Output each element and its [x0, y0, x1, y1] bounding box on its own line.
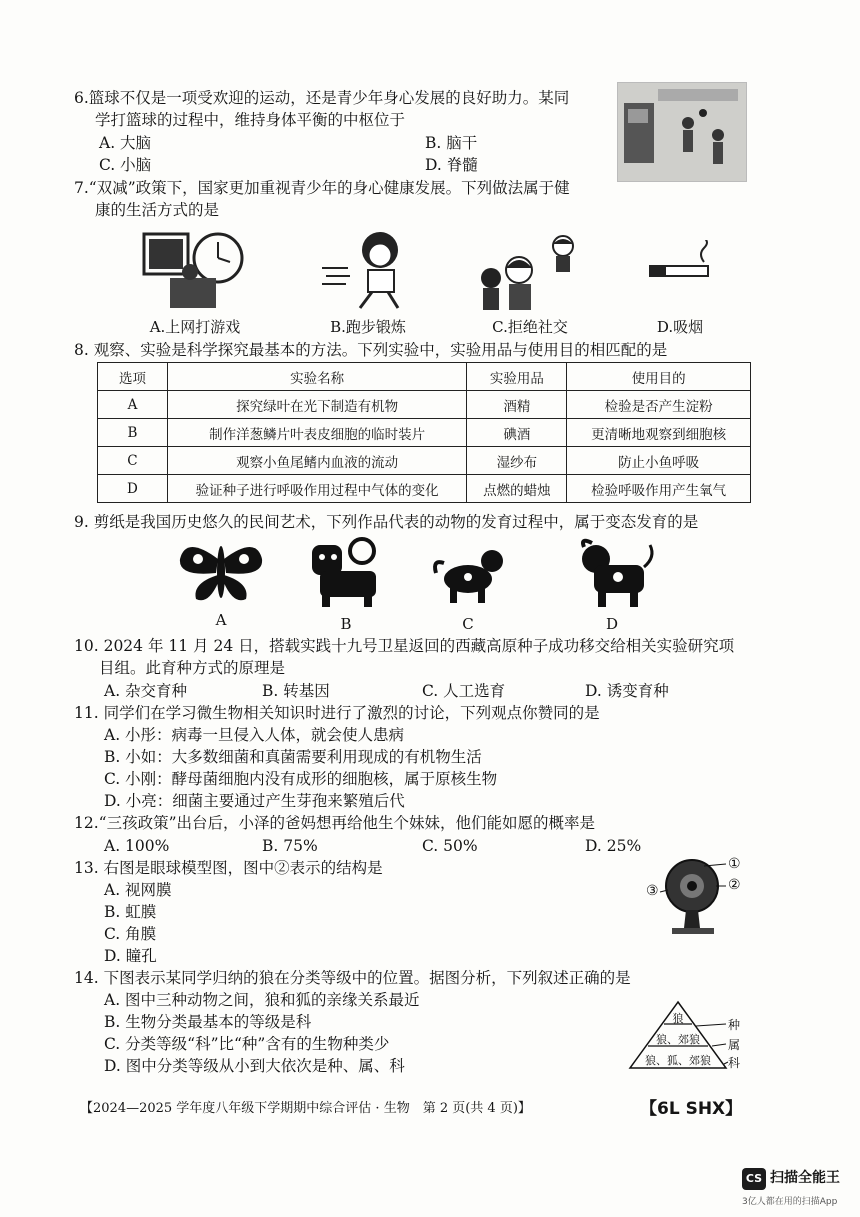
q6-option-c: C. 小脑 [99, 156, 152, 174]
table-header-cell: 使用目的 [567, 363, 751, 391]
q9-label-b: B [340, 615, 352, 633]
q6-stem-line1: 6.篮球不仅是一项受欢迎的运动，还是青少年身心发展的良好助力。某同 [74, 89, 570, 107]
taxonomy-pyramid [628, 1000, 756, 1072]
rank-genus-label: 属 [728, 1038, 741, 1052]
dog-papercut [430, 543, 510, 605]
q7-option-a: A.上网打游戏 [149, 318, 241, 336]
q14-option-a: A. 图中三种动物之间，狼和狐的亲缘关系最近 [104, 991, 420, 1009]
eye-mark-1: ① [728, 856, 741, 872]
table-row [98, 447, 751, 475]
table-cell: 酒精 [467, 391, 567, 419]
q13-option-d: D. 瞳孔 [104, 947, 157, 965]
refusing-social-illustration [475, 232, 585, 314]
q6-option-a: A. 大脑 [99, 134, 152, 152]
q10-option-d: D. 诱变育种 [585, 682, 669, 700]
table-header-cell: 实验用品 [467, 363, 567, 391]
q13-option-a: A. 视网膜 [104, 881, 172, 899]
table-cell: 观察小鱼尾鳍内血液的流动 [167, 447, 467, 475]
q10-option-b: B. 转基因 [262, 682, 330, 700]
table-cell: 碘酒 [467, 419, 567, 447]
q12-stem: 12.“三孩政策”出台后，小泽的爸妈想再给他生个妹妹，他们能如愿的概率是 [74, 814, 596, 832]
paper-code: 【6L SHX】 [640, 1099, 743, 1119]
q13-stem: 13. 右图是眼球模型图，图中②表示的结构是 [74, 859, 383, 877]
q13-option-b: B. 虹膜 [104, 903, 157, 921]
q7-option-b: B.跑步锻炼 [330, 318, 406, 336]
rank-family-label: 科 [728, 1056, 741, 1070]
table-cell: 点燃的蜡烛 [467, 475, 567, 503]
q10-option-a: A. 杂交育种 [104, 682, 188, 700]
q7-stem-line2: 康的生活方式的是 [95, 201, 220, 219]
rank-species-label: 种 [728, 1018, 741, 1032]
pyramid-bottom-label: 狼、狐、郊狼 [645, 1054, 711, 1067]
q7-option-c: C.拒绝社交 [492, 318, 568, 336]
q7-stem-line1: 7.“双减”政策下，国家更加重视青少年的身心健康发展。下列做法属于健 [74, 179, 570, 197]
table-cell: 探究绿叶在光下制造有机物 [167, 391, 467, 419]
table-cell: 验证种子进行呼吸作用过程中气体的变化 [167, 475, 467, 503]
q10-option-c: C. 人工选育 [422, 682, 506, 700]
table-cell: B [98, 419, 168, 447]
table-cell: 防止小鱼呼吸 [567, 447, 751, 475]
experiment-table [97, 362, 751, 503]
table-row [98, 475, 751, 503]
table-cell: 湿纱布 [467, 447, 567, 475]
q9-label-a: A [215, 611, 227, 629]
pyramid-mid-label: 狼、郊狼 [656, 1033, 700, 1046]
table-cell: 制作洋葱鳞片叶表皮细胞的临时装片 [167, 419, 467, 447]
table-header-cell: 实验名称 [167, 363, 467, 391]
q14-option-c: C. 分类等级“科”比“种”含有的生物种类少 [104, 1035, 390, 1053]
eye-mark-3: ③ [646, 883, 659, 899]
ox-papercut [574, 537, 658, 609]
table-header-row [98, 363, 751, 391]
table-cell: C [98, 447, 168, 475]
q10-stem-line1: 10. 2024 年 11 月 24 日，搭载实践十九号卫星返回的西藏高原种子成功移交给相关实验研究项 [74, 637, 735, 655]
q11-option-a: A. 小彤：病毒一旦侵入人体，就会使人患病 [104, 726, 405, 744]
q6-option-b: B. 脑干 [425, 134, 478, 152]
q13-option-c: C. 角膜 [104, 925, 157, 943]
table-row [98, 391, 751, 419]
scanner-app-name: 扫描全能王 [770, 1170, 840, 1186]
basketball-photo [617, 82, 747, 182]
q9-label-d: D [605, 615, 619, 633]
table-cell: 更清晰地观察到细胞核 [567, 419, 751, 447]
q10-stem-line2: 目组。此育种方式的原理是 [99, 659, 286, 677]
table-row [98, 419, 751, 447]
q14-stem: 14. 下图表示某同学归纳的狼在分类等级中的位置。据图分析，下列叙述正确的是 [74, 969, 631, 987]
table-cell: D [98, 475, 168, 503]
q11-option-b: B. 小如：大多数细菌和真菌需要利用现成的有机物生活 [104, 748, 482, 766]
q8-stem: 8. 观察、实验是科学探究最基本的方法。下列实验中，实验用品与使用目的相匹配的是 [74, 341, 668, 359]
running-illustration [320, 228, 420, 314]
q12-option-b: B. 75% [262, 837, 318, 855]
eye-mark-2: ② [728, 877, 741, 893]
table-cell: 检验是否产生淀粉 [567, 391, 751, 419]
pyramid-top-label: 狼 [672, 1012, 684, 1025]
scanner-app-tagline: 3亿人都在用的扫描App [742, 1197, 838, 1207]
q11-option-c: C. 小刚：酵母菌细胞内没有成形的细胞核，属于原核生物 [104, 770, 498, 788]
cigarette-illustration [648, 240, 714, 284]
q9-stem: 9. 剪纸是我国历史悠久的民间艺术，下列作品代表的动物的发育过程中，属于变态发育的是 [74, 513, 699, 531]
q14-option-d: D. 图中分类等级从小到大依次是种、属、科 [104, 1057, 405, 1075]
scanner-logo-icon: CS [742, 1168, 766, 1190]
q6-stem-line2: 学打篮球的过程中，维持身体平衡的中枢位于 [95, 111, 406, 129]
table-header-cell: 选项 [98, 363, 168, 391]
q11-option-d: D. 小亮：细菌主要通过产生芽孢来繁殖后代 [104, 792, 405, 810]
tiger-papercut [306, 535, 386, 609]
gaming-illustration [140, 228, 250, 314]
page-footer: 【2024—2025 学年度八年级下学期期中综合评估 · 生物 第 2 页(共 4 页)】 [80, 1101, 531, 1116]
q6-option-d: D. 脊髓 [425, 156, 478, 174]
table-cell: A [98, 391, 168, 419]
table-cell: 检验呼吸作用产生氧气 [567, 475, 751, 503]
q12-option-c: C. 50% [422, 837, 478, 855]
q7-option-d: D.吸烟 [656, 318, 704, 336]
q14-option-b: B. 生物分类最基本的等级是科 [104, 1013, 312, 1031]
q9-label-c: C [462, 615, 474, 633]
q12-option-d: D. 25% [585, 837, 642, 855]
butterfly-papercut [176, 537, 266, 607]
q11-stem: 11. 同学们在学习微生物相关知识时进行了激烈的讨论，下列观点你赞同的是 [74, 704, 600, 722]
q12-option-a: A. 100% [104, 837, 170, 855]
